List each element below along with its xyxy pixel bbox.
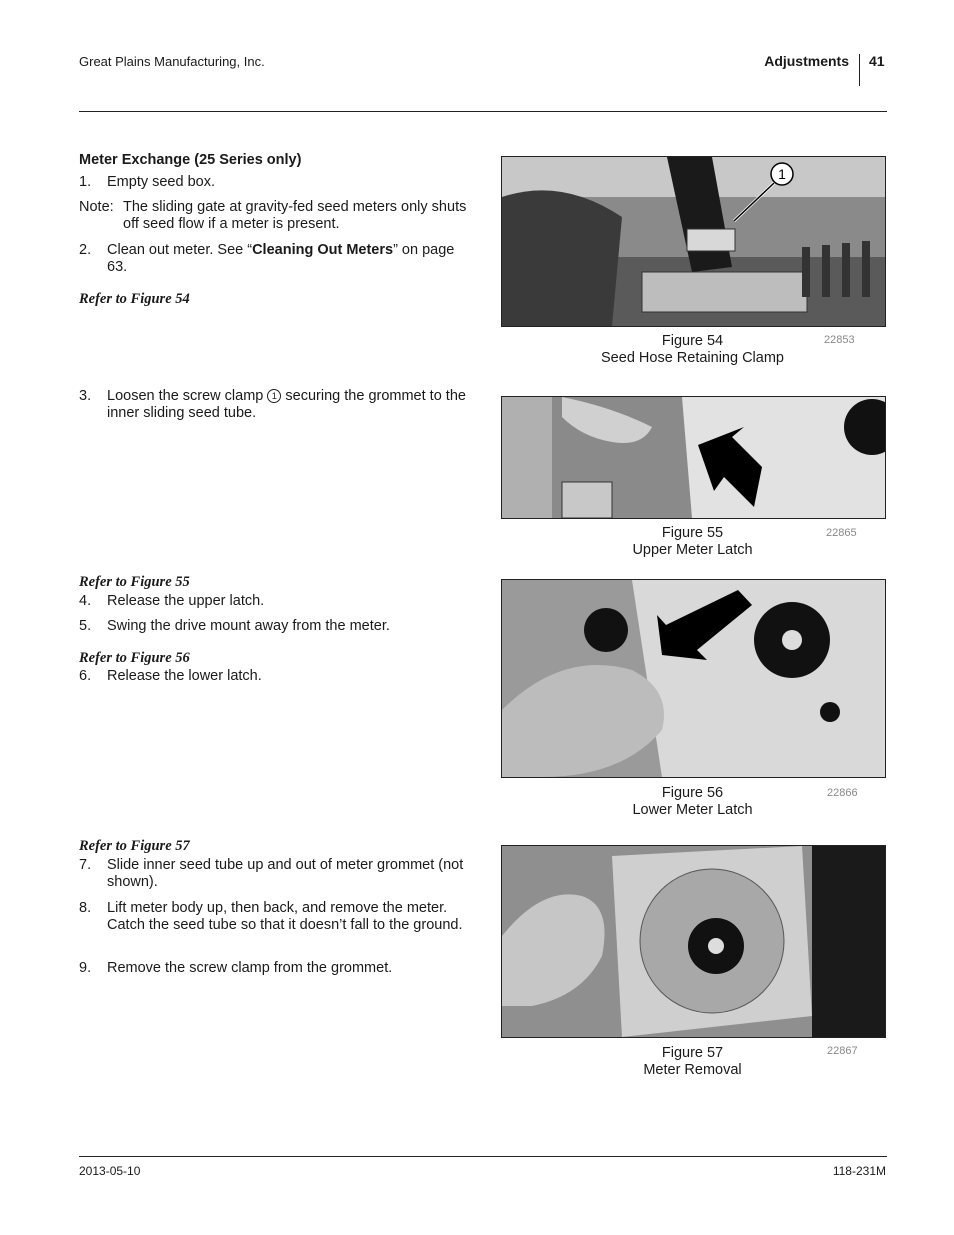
step-5: [79, 618, 469, 635]
step-6: [79, 668, 469, 685]
step-text-part: securing the grommet to the inner sliding seed tube.: [107, 388, 466, 421]
step-1: [79, 174, 469, 191]
note-label: Note:: [79, 199, 114, 215]
figure-reference: Refer to Figure 55: [79, 574, 190, 590]
step-3: [79, 388, 469, 422]
figure-number: Figure 57: [661, 1045, 724, 1061]
note-text: The sliding gate at gravity-fed seed meters only shuts off seed flow if a meter is present.: [123, 199, 467, 232]
step-text-part: Loosen the screw clamp: [107, 388, 268, 404]
step-4: [79, 593, 469, 610]
callout-marker: 1: [267, 389, 281, 403]
footer-rule: [79, 1156, 887, 1157]
step-7: [79, 857, 469, 891]
step-9: [79, 960, 469, 977]
step-text: Swing the drive mount away from the meter.: [107, 618, 390, 634]
step-number: 4.: [79, 593, 92, 609]
footer-date: 2013-05-10: [79, 1164, 141, 1178]
figure-reference: Refer to Figure 54: [79, 291, 190, 307]
figure-title: Meter Removal: [643, 1062, 742, 1078]
figure-title: Upper Meter Latch: [632, 542, 753, 558]
step-text: [107, 388, 469, 422]
figure-title: Seed Hose Retaining Clamp: [601, 350, 784, 366]
figure-number: Figure 56: [661, 785, 724, 801]
step-2: [79, 242, 469, 276]
step-number: 3.: [79, 388, 92, 404]
step-text-part: ” on page 63.: [107, 242, 455, 275]
step-number: 9.: [79, 960, 92, 976]
step-number: 2.: [79, 242, 92, 258]
section-heading: Meter Exchange (25 Series only): [79, 152, 302, 168]
step-text-part: Clean out meter. See “: [107, 242, 253, 258]
figure-reference: Refer to Figure 57: [79, 838, 190, 854]
step-text: Lift meter body up, then back, and remove the meter. Catch the seed tube so that it doesn’t fall to the ground.: [107, 900, 463, 933]
step-number: 1.: [79, 174, 92, 190]
step-number: 5.: [79, 618, 92, 634]
step-text: [107, 242, 469, 276]
step-8: [79, 900, 469, 934]
figure-57-photo: [501, 845, 886, 1038]
cross-reference-link[interactable]: Cleaning Out Meters: [252, 242, 394, 258]
part-number: 22865: [826, 527, 857, 539]
callout-number: 1: [778, 166, 786, 182]
part-number: 22853: [824, 334, 855, 346]
step-text: Empty seed box.: [107, 174, 215, 190]
footer-doc-number: 118-231M: [832, 1164, 886, 1178]
part-number: 22866: [827, 787, 858, 799]
figure-reference: Refer to Figure 56: [79, 650, 190, 666]
step-number: 7.: [79, 857, 92, 873]
figure-number: Figure 54: [661, 333, 724, 349]
step-text: Release the lower latch.: [107, 668, 262, 684]
step-number: 6.: [79, 668, 92, 684]
step-text: Slide inner seed tube up and out of meter grommet (not shown).: [107, 857, 464, 890]
page-number: 41: [869, 53, 885, 69]
step-number: 8.: [79, 900, 92, 916]
header-rule: [79, 111, 887, 112]
step-text: Remove the screw clamp from the grommet.: [107, 960, 393, 976]
company-name: Great Plains Manufacturing, Inc.: [79, 54, 265, 69]
note: [79, 199, 469, 233]
figure-title: Lower Meter Latch: [632, 802, 753, 818]
step-text: Release the upper latch.: [107, 593, 265, 609]
header-divider: [859, 54, 860, 86]
figure-56-photo: [501, 579, 886, 778]
figure-number: Figure 55: [661, 525, 724, 541]
figure-55-photo: [501, 396, 886, 519]
figure-54-photo: [501, 156, 886, 327]
part-number: 22867: [827, 1045, 858, 1057]
section-title: Adjustments: [764, 53, 849, 69]
